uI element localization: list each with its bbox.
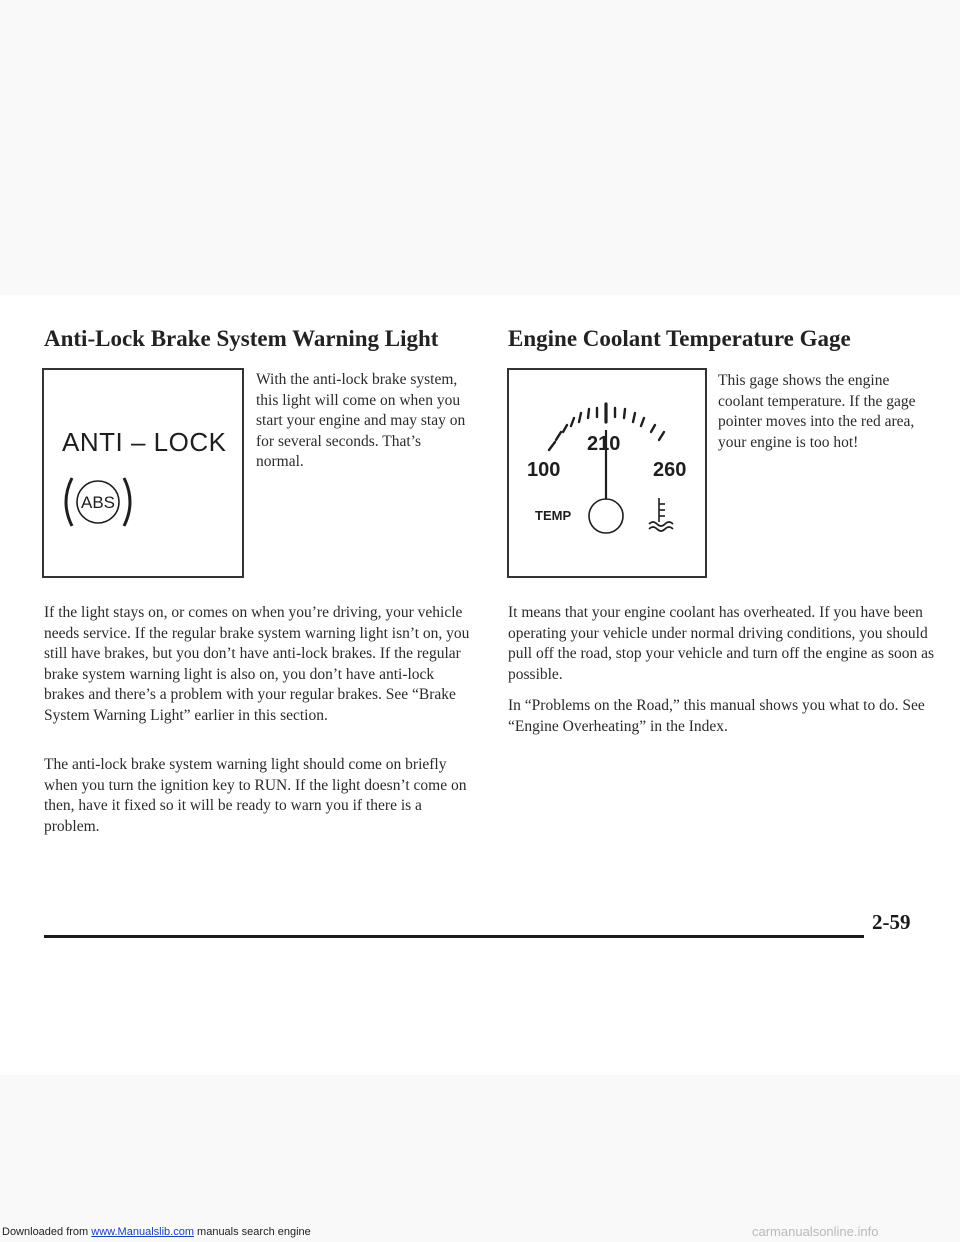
coolant-paragraph-1: It means that your engine coolant has overheated. If you have been operating your vehicle under normal driving conditions, you should pull off the road, stop your vehicle and turn off the engine as soon as possible.: [508, 604, 935, 683]
gauge-label-max: 260: [653, 459, 687, 481]
top-margin: [0, 0, 960, 295]
download-footer: [2, 1226, 311, 1238]
abs-warning-light-figure: [42, 368, 244, 578]
gauge-temp-label: TEMP: [535, 508, 572, 523]
gauge-side-text: This gage shows the engine coolant temperature. If the gage pointer moves into the red area, your engine is too hot!: [718, 372, 916, 451]
manualslib-link[interactable]: www.Manualslib.com: [91, 1226, 194, 1238]
footer-rule: [44, 935, 864, 938]
abs-paragraph-2: The anti-lock brake system warning light should come on briefly when you turn the ignition key to RUN. If the light doesn’t come on then, have it fixed so it will be ready to warn you if there is a problem.: [44, 756, 467, 835]
abs-paragraph-1: If the light stays on, or comes on when you’re driving, your vehicle needs service. If the regular brake system warning light isn’t on, you still have brakes, but you don’t have anti-lock brakes. If the regular brake system warning light is also on, you don’t have anti-lock brakes and there’s a problem with your regular brakes. See “Brake System Warning Light” earlier in this section.: [44, 604, 470, 724]
coolant-paragraph-2: In “Problems on the Road,” this manual shows you what to do. See “Engine Overheating” in the Index.: [508, 697, 925, 735]
abs-heading: Anti-Lock Brake System Warning Light: [44, 326, 439, 351]
watermark: carmanualsonline.info: [752, 1224, 879, 1239]
abs-symbol-icon: [58, 468, 138, 538]
coolant-thermometer-icon: [649, 498, 673, 531]
footer-prefix: Downloaded from: [2, 1226, 92, 1238]
gauge-label-min: 100: [527, 459, 561, 481]
page-number: 2-59: [872, 910, 911, 934]
gauge-pivot: [589, 499, 623, 533]
coolant-heading: Engine Coolant Temperature Gage: [508, 326, 851, 351]
gauge-label-mid: 210: [587, 433, 621, 455]
bottom-margin: [0, 1075, 960, 1242]
abs-side-text: With the anti-lock brake system, this light will come on when you start your engine and may stay on for several seconds. That’s normal.: [256, 371, 466, 470]
temperature-gauge-icon: [509, 370, 705, 576]
abs-symbol-text: ABS: [80, 493, 116, 512]
anti-lock-label: ANTI – LOCK: [62, 427, 227, 457]
footer-suffix: manuals search engine: [193, 1226, 311, 1238]
temperature-gauge-figure: [507, 368, 707, 578]
